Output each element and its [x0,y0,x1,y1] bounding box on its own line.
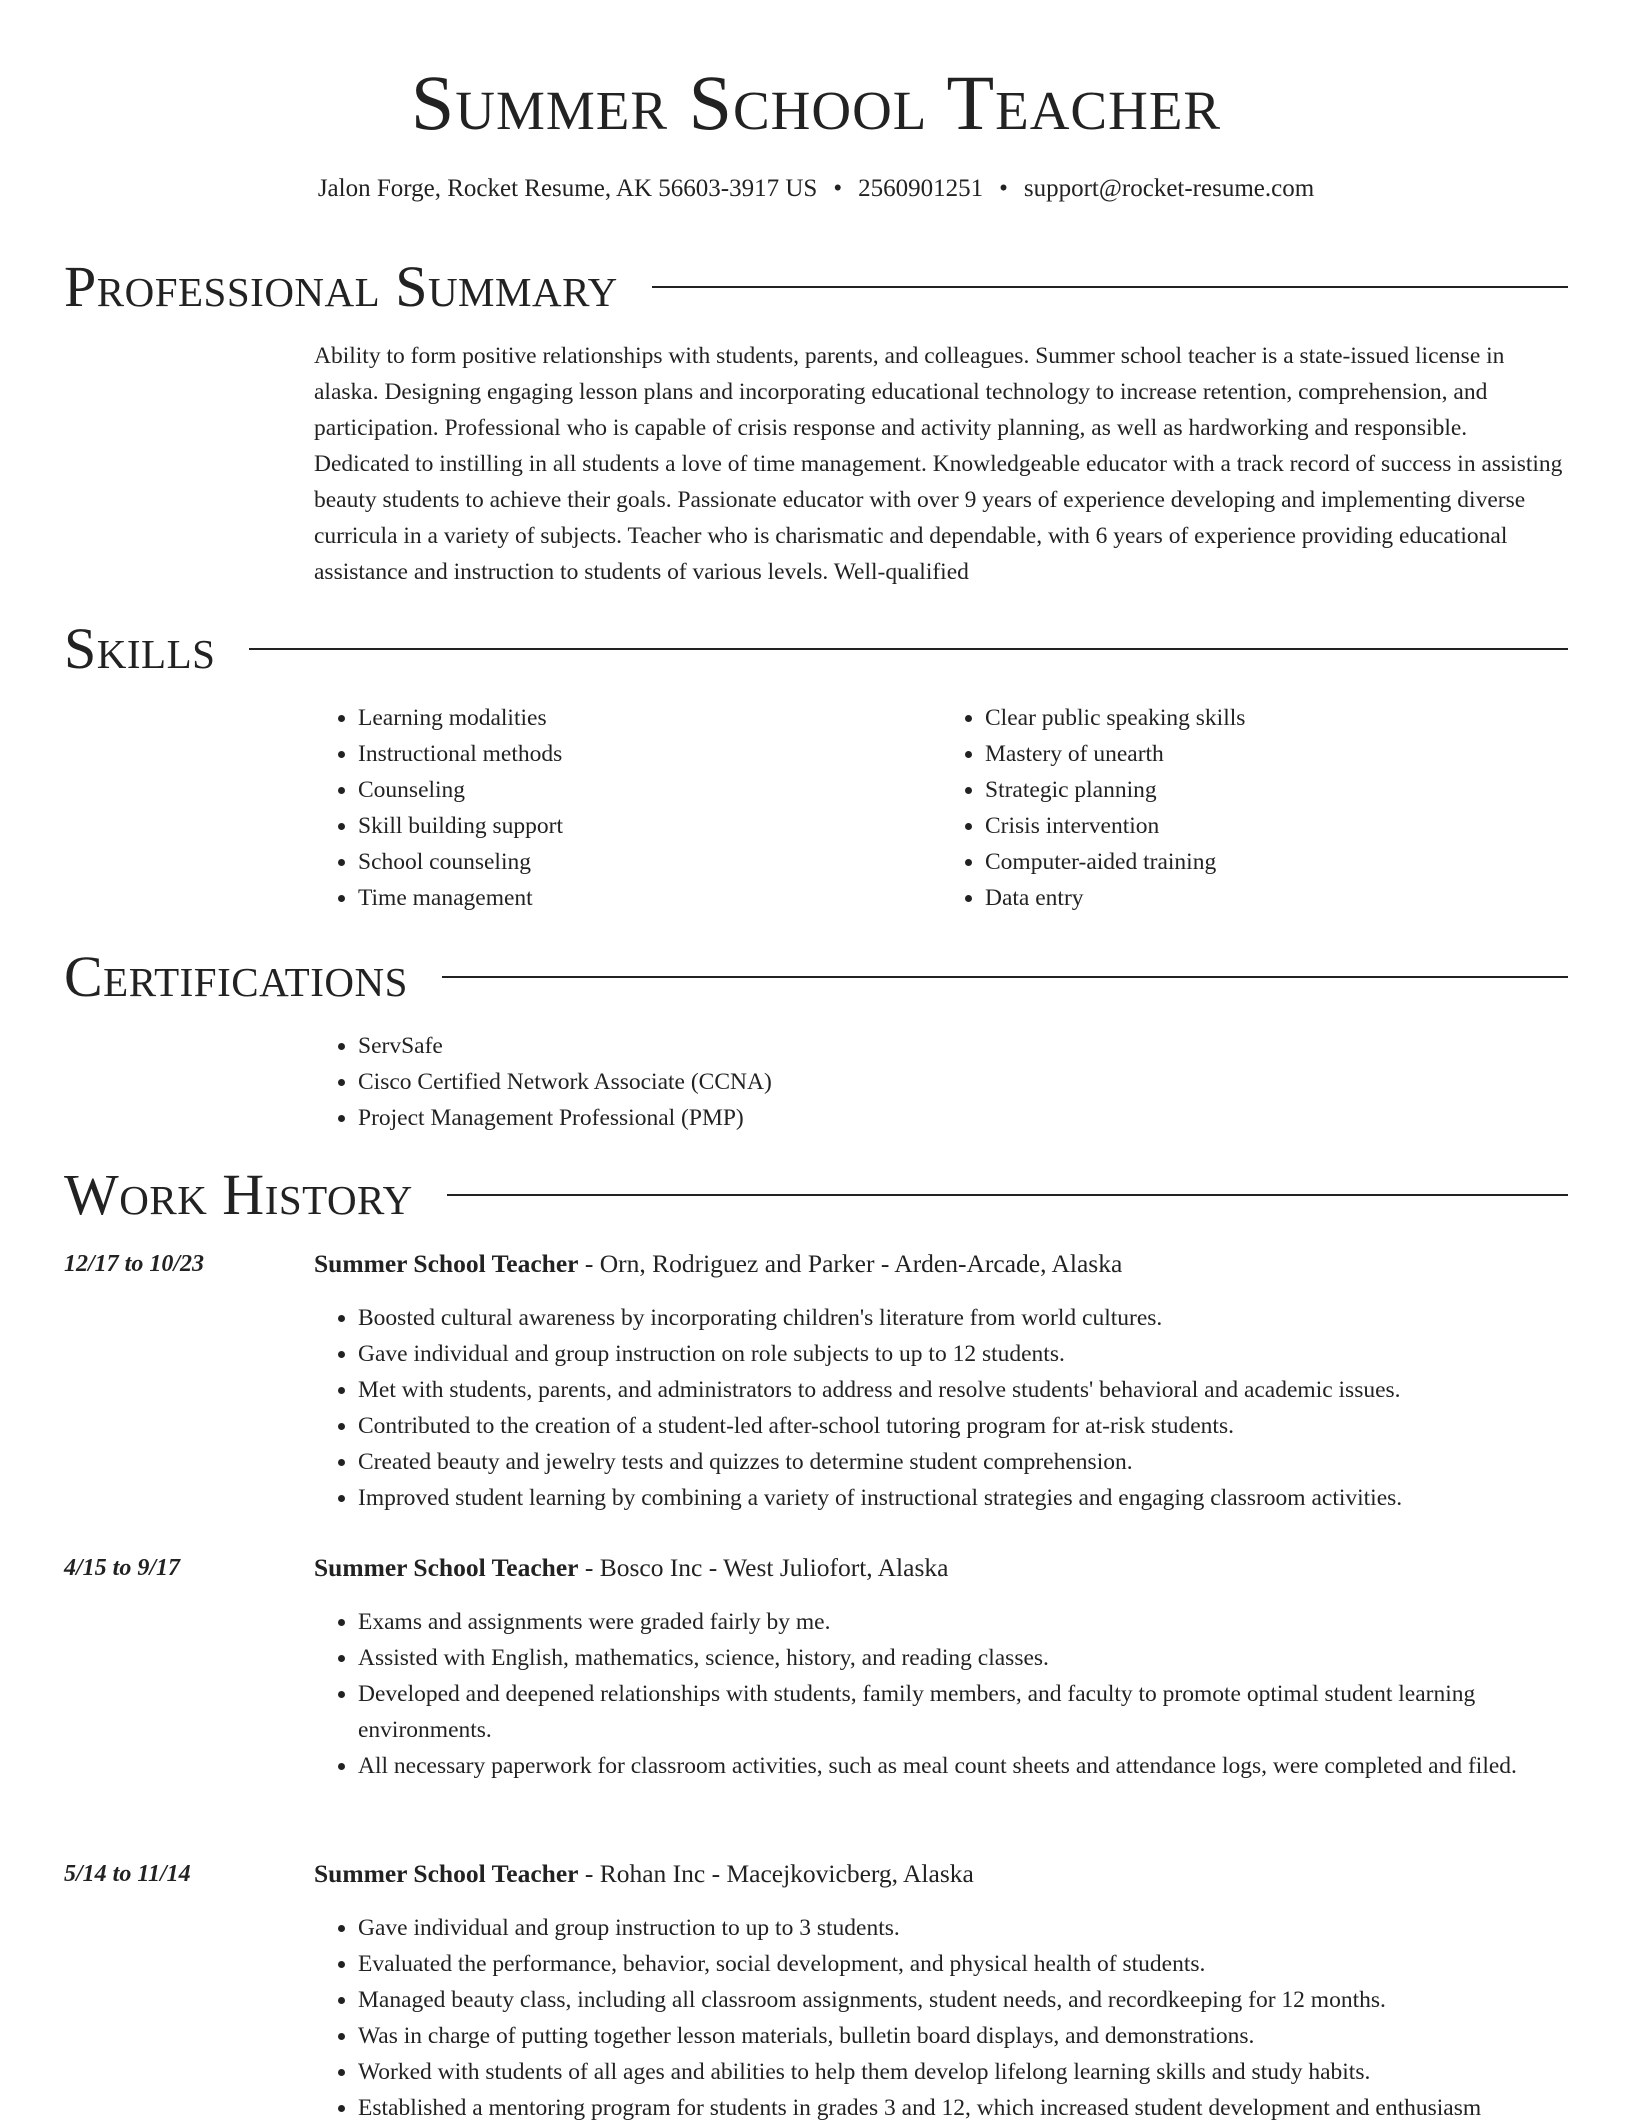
job-bullet: • All necessary paperwork for classroom activities, such as meal count sheets and attendance logs, were completed and filed. [358,1748,1568,1784]
summary-body [314,338,1568,590]
job-dates: 12/17 to 10/23 [64,1251,205,1277]
job-bullet: • Gave individual and group instruction to up to 3 students. [358,1910,1568,1946]
summary-heading: Professional Summary [64,254,618,319]
contact-address: Jalon Forge, Rocket Resume, AK 56603-3917 US [317,175,818,202]
job-bullet: • Contributed to the creation of a student-led after-school tutoring program for at-risk students. [358,1408,1568,1444]
certification-item: • ServSafe [358,1028,1568,1064]
summary-text: Ability to form positive relationships with students, parents, and colleagues. Summer school teacher is a state-issued license in alaska. Designing engaging lesson plans and incorporating educational technology to increase retention, comprehension, and participation. Professional who is capable of crisis response and activity planning, as well as hardworking and responsible. Dedicated to instilling in all students a love of time management. Knowledgeable educator with a track record of success in assisting beauty students to achieve their goals. Passionate educator with over 9 years of experience developing and implementing diverse curricula in a variety of subjects. Teacher who is charismatic and dependable, with 6 years of experience providing educational assistance and instruction to students of various levels. Well-qualified [314,343,1563,585]
certifications-heading: Certifications [64,944,408,1009]
contact-email: support@rocket-resume.com [1023,175,1315,202]
job-bullets [314,1300,1568,1516]
section-divider [249,648,1568,650]
job-employer: - Rohan Inc - Macejkovicberg, Alaska [578,1859,974,1888]
job-bullet: • Worked with students of all ages and abilities to help them develop lifelong learning skills and study habits. [358,2054,1568,2090]
job-employer: - Orn, Rodriguez and Parker - Arden-Arcade, Alaska [578,1249,1123,1278]
contact-phone: 2560901251 [858,175,984,202]
skill-item: • Time management [358,880,941,916]
section-divider [652,286,1568,288]
work-history-section [64,1160,1568,1230]
work-history-heading-row [64,1160,1568,1230]
section-divider [447,1194,1568,1196]
job-bullet: • Developed and deepened relationships with students, family members, and faculty to promote optimal student learning environments. [358,1676,1568,1748]
certifications-heading-row [64,942,1568,1012]
job-entry [64,1246,1568,1516]
skill-item: • Mastery of unearth [985,736,1568,772]
skill-item: • Computer-aided training [985,844,1568,880]
certifications-list [314,1028,1568,1136]
job-content [314,1856,1568,2126]
skill-item: • Crisis intervention [985,808,1568,844]
job-bullet: • Was in charge of putting together lesson materials, bulletin board displays, and demonstrations. [358,2018,1568,2054]
job-dates: 4/15 to 9/17 [64,1555,181,1581]
skills-list-left [314,700,941,916]
job-content [314,1246,1568,1516]
job-bullet: • Established a mentoring program for students in grades 3 and 12, which increased student development and enthusiasm [358,2090,1568,2126]
job-bullet: • Created beauty and jewelry tests and quizzes to determine student comprehension. [358,1444,1568,1480]
certification-item: • Cisco Certified Network Associate (CCNA) [358,1064,1568,1100]
skill-item: • Clear public speaking skills [985,700,1568,736]
job-entry [64,1550,1568,1784]
job-bullets [314,1604,1568,1784]
skill-item: • Strategic planning [985,772,1568,808]
summary-heading-row [64,252,1568,322]
job-title: Summer School Teacher [314,1249,579,1278]
job-bullet: • Managed beauty class, including all classroom assignments, student needs, and recordkeeping for 12 months. [358,1982,1568,2018]
certification-item: • Project Management Professional (PMP) [358,1100,1568,1136]
skill-item: • School counseling [358,844,941,880]
job-entry [64,1856,1568,2126]
job-dates: 5/14 to 11/14 [64,1861,191,1887]
job-title-line [314,1246,1568,1282]
resume-title: Summer School Teacher [410,59,1222,146]
skill-item: • Skill building support [358,808,941,844]
job-employer: - Bosco Inc - West Juliofort, Alaska [578,1553,949,1582]
job-bullet: • Exams and assignments were graded fairly by me. [358,1604,1568,1640]
skills-heading: Skills [64,616,216,681]
skill-item: • Learning modalities [358,700,941,736]
job-title-line [314,1550,1568,1586]
certifications-body [314,1028,1568,1136]
job-bullet: • Assisted with English, mathematics, science, history, and reading classes. [358,1640,1568,1676]
job-title: Summer School Teacher [314,1859,579,1888]
certifications-section [64,942,1568,1136]
job-title-line [314,1856,1568,1892]
skills-list-right [941,700,1568,916]
skills-heading-row [64,614,1568,684]
skill-item: • Counseling [358,772,941,808]
contact-line [0,174,1632,204]
job-bullet: • Boosted cultural awareness by incorporating children's literature from world cultures. [358,1300,1568,1336]
contact-separator: • [833,175,843,202]
skills-columns [314,700,1568,916]
job-bullet: • Evaluated the performance, behavior, social development, and physical health of students. [358,1946,1568,1982]
section-divider [442,976,1568,978]
job-bullet: • Gave individual and group instruction on role subjects to up to 12 students. [358,1336,1568,1372]
job-content [314,1550,1568,1784]
work-history-heading: Work History [64,1162,413,1227]
skills-section [64,614,1568,916]
skill-item: • Data entry [985,880,1568,916]
job-bullets [314,1910,1568,2126]
job-bullet: • Improved student learning by combining a variety of instructional strategies and engaging classroom activities. [358,1480,1568,1516]
job-bullet: • Met with students, parents, and administrators to address and resolve students' behavioral and academic issues. [358,1372,1568,1408]
contact-separator: • [999,175,1008,202]
summary-section [64,252,1568,590]
job-title: Summer School Teacher [314,1553,579,1582]
skill-item: • Instructional methods [358,736,941,772]
